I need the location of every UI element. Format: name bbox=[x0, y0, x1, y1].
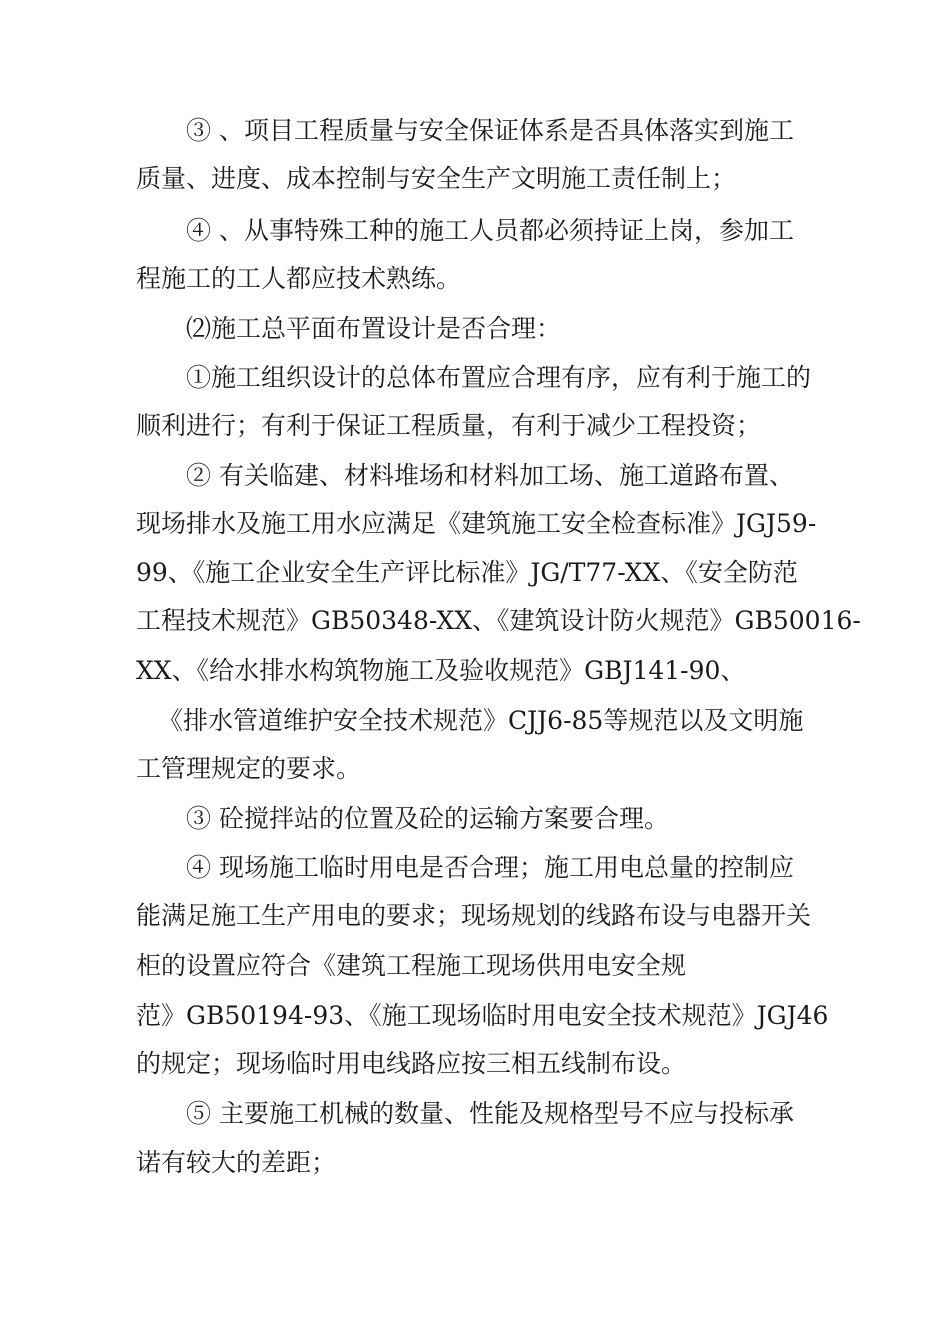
text-line: 诺有较大的差距； bbox=[136, 1148, 337, 1177]
text-line: ③ 砼搅拌站的位置及砼的运输方案要合理。 bbox=[186, 804, 669, 833]
text-line: 质量、进度、成本控制与安全生产文明施工责任制上； bbox=[136, 164, 737, 193]
text-line: 《排水管道维护安全技术规范》CJJ6-85等规范以及文明施 bbox=[158, 706, 804, 735]
text-line: 的规定；现场临时用电线路应按三相五线制布设。 bbox=[136, 1049, 687, 1078]
text-line: 柜的设置应符合《建筑工程施工现场供用电安全规 bbox=[136, 951, 687, 980]
text-line: ①施工组织设计的总体布置应合理有序，应有利于施工的 bbox=[186, 363, 812, 392]
text-line: ⑵施工总平面布置设计是否合理： bbox=[186, 314, 562, 343]
text-line: ⑤ 主要施工机械的数量、性能及规格型号不应与投标承 bbox=[186, 1099, 794, 1128]
text-line: 范》GB50194-93、《施工现场临时用电安全技术规范》JGJ46 bbox=[136, 1001, 829, 1030]
text-line: 顺利进行；有利于保证工程质量，有利于减少工程投资； bbox=[136, 411, 762, 440]
text-line: XX、《给水排水构筑物施工及验收规范》GBJ141-90、 bbox=[136, 656, 746, 685]
text-line: 工管理规定的要求。 bbox=[136, 754, 362, 783]
text-line: 现场排水及施工用水应满足《建筑施工安全检查标准》JGJ59- bbox=[136, 509, 817, 538]
text-line: ③ 、项目工程质量与安全保证体系是否具体落实到施工 bbox=[186, 116, 794, 145]
text-line: 能满足施工生产用电的要求；现场规划的线路布设与电器开关 bbox=[136, 901, 812, 930]
text-line: 程施工的工人都应技术熟练。 bbox=[136, 264, 462, 293]
text-line: ④ 、从事特殊工种的施工人员都必须持证上岗，参加工 bbox=[186, 216, 794, 245]
text-line: ④ 现场施工临时用电是否合理；施工用电总量的控制应 bbox=[186, 853, 794, 882]
text-line: 工程技术规范》GB50348-XX、《建筑设计防火规范》GB50016- bbox=[136, 606, 861, 635]
text-line: 99、《施工企业安全生产评比标准》JG/T77-XX、《安全防范 bbox=[136, 558, 798, 587]
text-line: ② 有关临建、材料堆场和材料加工场、施工道路布置、 bbox=[186, 461, 794, 490]
